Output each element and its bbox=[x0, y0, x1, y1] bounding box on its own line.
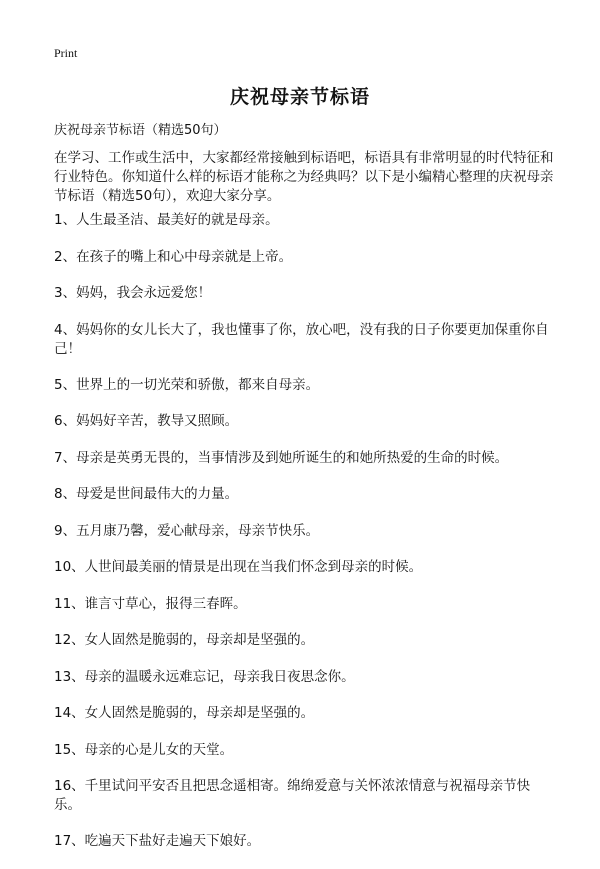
list-item: 8、母爱是世间最伟大的力量。 bbox=[54, 486, 239, 502]
slogan-list bbox=[54, 211, 554, 869]
print-link[interactable]: Print bbox=[54, 46, 78, 60]
list-item: 6、妈妈好辛苦，教导又照顾。 bbox=[54, 413, 239, 429]
list-item: 4、妈妈你的女儿长大了，我也懂事了你，放心吧，没有我的日子你要更加保重你自己！ bbox=[54, 321, 549, 357]
list-item: 10、人世间最美丽的情景是出现在当我们怀念到母亲的时候。 bbox=[54, 559, 423, 575]
list-item: 17、吃遍天下盐好走遍天下娘好。 bbox=[54, 833, 261, 849]
page-title: 庆祝母亲节标语 bbox=[229, 86, 370, 108]
list-item: 5、世界上的一切光荣和骄傲，都来自母亲。 bbox=[54, 376, 320, 393]
list-item: 15、母亲的心是儿女的天堂。 bbox=[54, 741, 234, 758]
list-item: 7、母亲是英勇无畏的，当事情涉及到她所诞生的和她所热爱的生命的时候。 bbox=[54, 449, 509, 466]
list-item: 13、母亲的温暖永远难忘记，母亲我日夜思念你。 bbox=[54, 668, 355, 685]
intro-paragraph: 在学习、工作或生活中，大家都经常接触到标语吧，标语具有非常明显的时代特征和行业特色。你知道什么样的标语才能称之为经典吗？以下是小编精心整理的庆祝母亲节标语（精选50句），欢迎大家分享。 bbox=[54, 150, 554, 204]
list-item: 12、女人固然是脆弱的，母亲却是坚强的。 bbox=[54, 632, 315, 648]
list-item: 1、人生最圣洁、最美好的就是母亲。 bbox=[54, 212, 279, 228]
list-item: 2、在孩子的嘴上和心中母亲就是上帝。 bbox=[54, 248, 293, 265]
document-subtitle: 庆祝母亲节标语（精选50句） bbox=[54, 123, 227, 138]
list-item: 11、谁言寸草心，报得三春晖。 bbox=[54, 595, 247, 612]
list-item: 9、五月康乃馨，爱心献母亲，母亲节快乐。 bbox=[54, 522, 320, 539]
list-item: 14、女人固然是脆弱的，母亲却是坚强的。 bbox=[54, 705, 315, 721]
list-item: 16、千里试问平安否且把思念遥相寄。绵绵爱意与关怀浓浓情意与祝福母亲节快乐。 bbox=[54, 778, 531, 813]
list-item: 3、妈妈，我会永远爱您！ bbox=[54, 285, 212, 301]
